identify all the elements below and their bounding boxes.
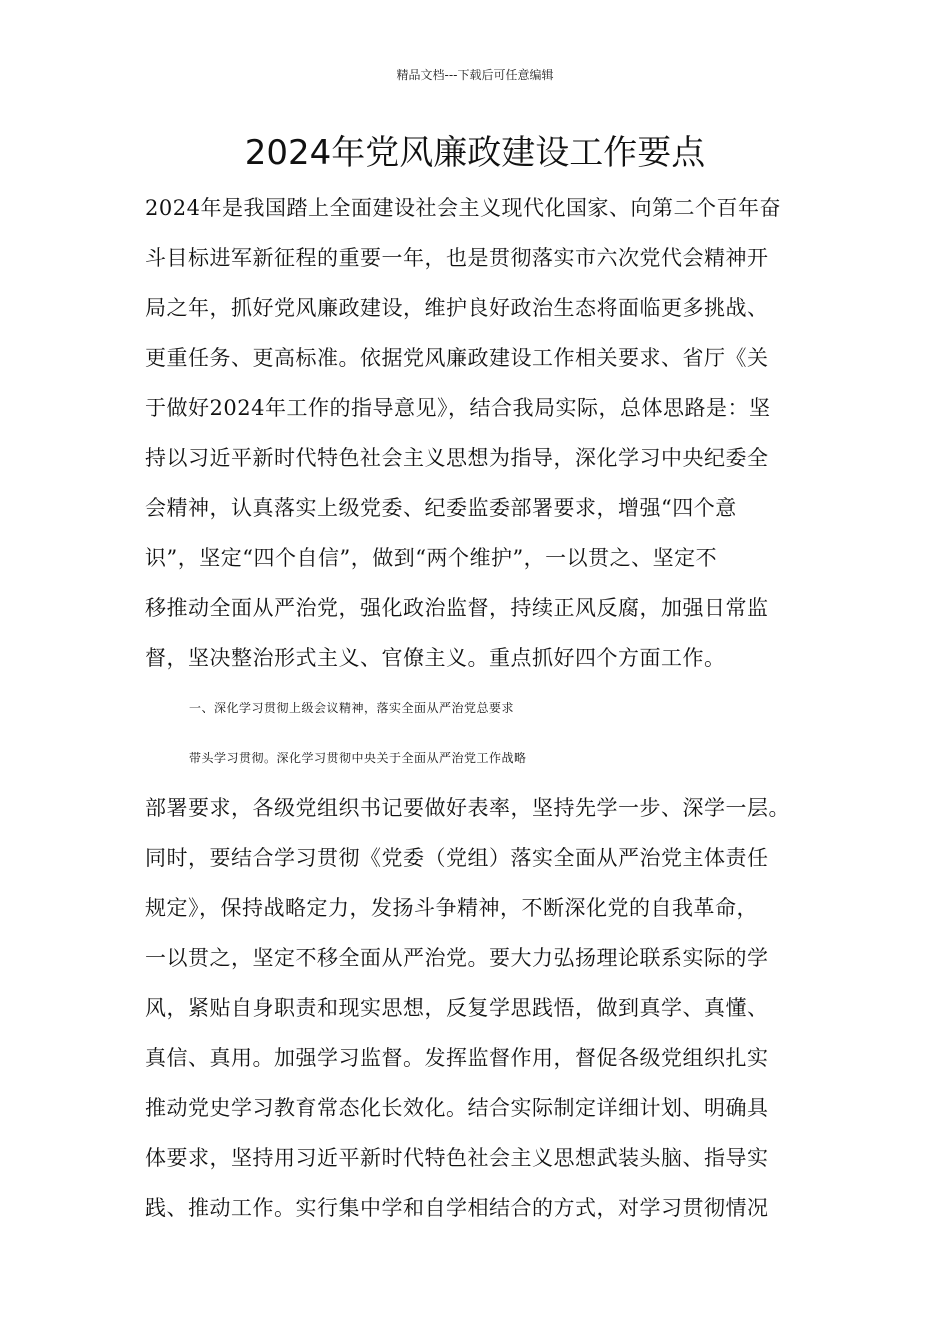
- body-line: 一、深化学习贯彻上级会议精神，落实全面从严治党总要求: [189, 701, 515, 715]
- body-line: 局之年，抓好党风廉政建设，维护良好政治生态将面临更多挑战、: [145, 296, 769, 320]
- body-line: 真信、真用。加强学习监督。发挥监督作用，督促各级党组织扎实: [145, 1046, 769, 1070]
- body-line: 带头学习贯彻。深化学习贯彻中央关于全面从严治党工作战略: [189, 751, 527, 765]
- body-line: 会精神，认真落实上级党委、纪委监委部署要求，增强“四个意: [145, 496, 737, 520]
- body-line: 践、推动工作。实行集中学和自学相结合的方式，对学习贯彻情况: [145, 1196, 769, 1220]
- document-title: 2024年党风廉政建设工作要点: [244, 133, 706, 173]
- body-line: 督，坚决整治形式主义、官僚主义。重点抓好四个方面工作。: [145, 646, 726, 670]
- body-line: 部署要求，各级党组织书记要做好表率，坚持先学一步、深学一层。: [145, 796, 790, 820]
- body-line: 持以习近平新时代特色社会主义思想为指导，深化学习中央纪委全: [145, 446, 769, 470]
- body-line: 更重任务、更高标准。依据党风廉政建设工作相关要求、省厅《关: [145, 346, 769, 370]
- body-line: 同时，要结合学习贯彻《党委（党组）落实全面从严治党主体责任: [145, 846, 769, 870]
- body-line: 风，紧贴自身职责和现实思想，反复学思践悟，做到真学、真懂、: [145, 996, 769, 1020]
- body-line: 推动党史学习教育常态化长效化。结合实际制定详细计划、明确具: [145, 1096, 769, 1120]
- body-line: 移推动全面从严治党，强化政治监督，持续正风反腐，加强日常监: [145, 596, 769, 620]
- body-line: 体要求，坚持用习近平新时代特色社会主义思想武装头脑、指导实: [145, 1146, 769, 1170]
- header-note: 精品文档---下载后可任意编辑: [396, 68, 554, 82]
- body-line: 斗目标进军新征程的重要一年，也是贯彻落实市六次党代会精神开: [145, 246, 769, 270]
- body-line: 一以贯之，坚定不移全面从严治党。要大力弘扬理论联系实际的学: [145, 946, 769, 970]
- body-line: 2024年是我国踏上全面建设社会主义现代化国家、向第二个百年奋: [145, 196, 781, 220]
- body-line: 规定》，保持战略定力，发扬斗争精神，不断深化党的自我革命，: [145, 896, 758, 920]
- body-line: 识”，坚定“四个自信”，做到“两个维护”，一以贯之、坚定不: [145, 546, 718, 570]
- document-body: [145, 183, 825, 1233]
- body-line: 于做好2024年工作的指导意见》，结合我局实际，总体思路是：坚: [145, 396, 771, 420]
